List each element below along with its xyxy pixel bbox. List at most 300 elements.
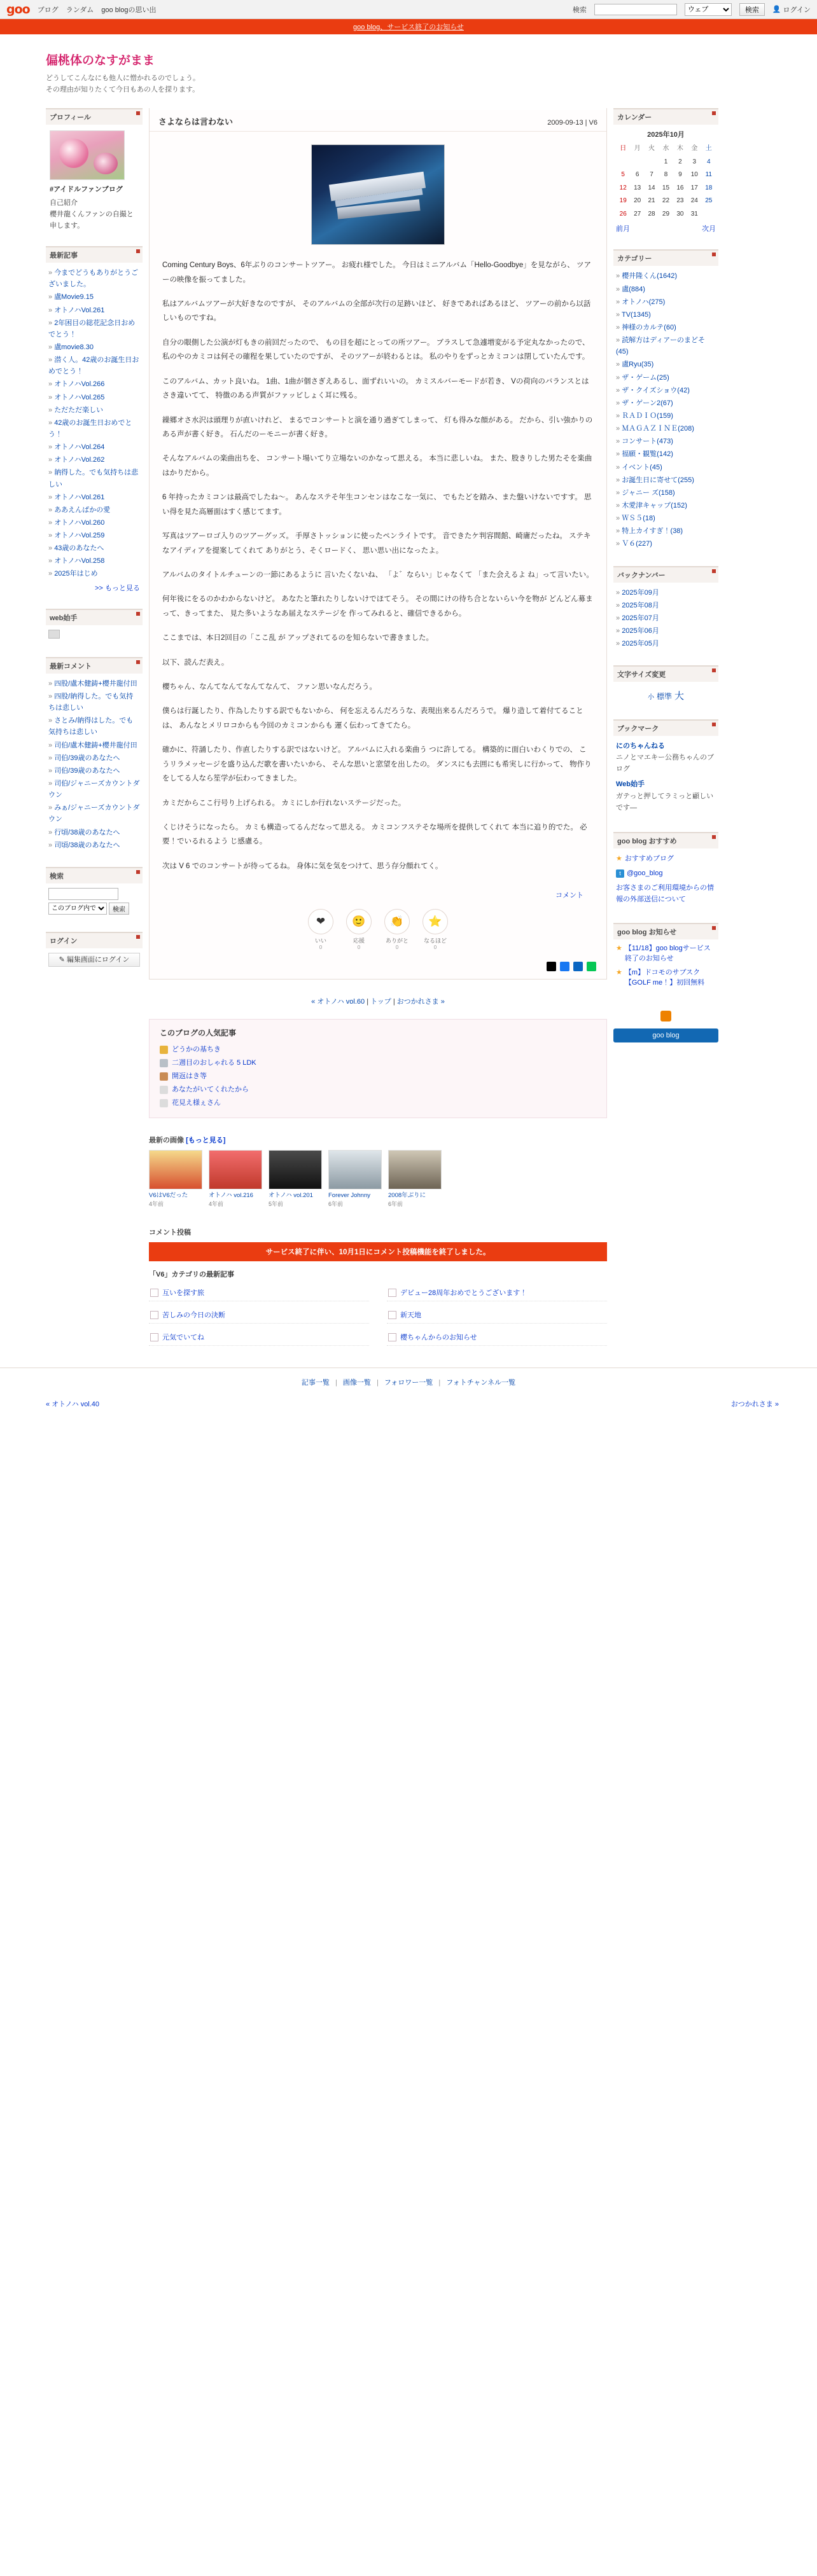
reaction-button[interactable] — [306, 909, 335, 950]
recent-post-link[interactable]: オトノハVol.259 — [54, 532, 105, 540]
clap-icon: 👏 — [384, 909, 410, 934]
popular-post-link[interactable]: どうかの基ちき — [172, 1046, 221, 1054]
list-item[interactable] — [48, 317, 140, 340]
list-item[interactable] — [616, 322, 716, 333]
search-button[interactable]: 検索 — [109, 903, 129, 915]
module-goo-info — [613, 923, 718, 997]
calendar-day: 9 — [678, 171, 682, 179]
footer-prev-post-link[interactable]: « オトノハ vol.40 — [46, 1401, 100, 1409]
list-item[interactable] — [616, 538, 716, 550]
category-link[interactable]: ザ・クイズショウ(42) — [622, 386, 690, 394]
line-share-icon[interactable] — [587, 962, 596, 971]
reaction-button[interactable] — [344, 909, 374, 950]
list-item[interactable] — [48, 568, 140, 579]
article-paragraph: 以下、読んだ表え。 — [162, 658, 229, 667]
footer-link-images[interactable]: 画像一覧 — [342, 1379, 371, 1387]
weekday-wed: 水 — [662, 145, 669, 153]
profile-intro-title: 自己紹介 — [50, 199, 78, 207]
module-search — [46, 867, 143, 922]
thumbnail-image[interactable] — [149, 1150, 202, 1189]
category-link[interactable]: イベント(45) — [622, 463, 662, 471]
list-item[interactable] — [616, 359, 716, 370]
recent-post-link[interactable]: オトノハVol.258 — [54, 557, 105, 565]
footer-next-post-link[interactable]: おつかれさま » — [730, 1401, 779, 1409]
search-scope-select[interactable] — [48, 903, 107, 915]
backnumber-link[interactable]: 2025年09月 — [622, 588, 659, 597]
backnumber-link[interactable]: 2025年06月 — [622, 627, 659, 635]
goo-search-button[interactable]: 検索 — [739, 3, 765, 16]
smile-icon: 🙂 — [346, 909, 372, 934]
list-item[interactable] — [48, 267, 140, 290]
calendar-week-row — [616, 169, 716, 182]
rank-2-icon — [160, 1059, 168, 1067]
comment-label[interactable]: コメント — [555, 892, 583, 900]
x-share-icon[interactable] — [547, 962, 556, 971]
blog-description-line1: どうしてこんなにも他人に憎かれるのでしょう。 — [46, 74, 200, 82]
list-item[interactable] — [387, 1306, 607, 1324]
category-post-link[interactable]: 苦しみの今日の決断 — [162, 1312, 225, 1320]
list-item[interactable] — [388, 1150, 442, 1208]
category-link[interactable]: 神様のカルテ(60) — [622, 324, 676, 332]
calendar-day: 17 — [690, 184, 698, 191]
article-paragraph: 6 年持ったカミコンは最高でしたね～。 あんなステそ年生コンセンはなこな一気に、 でもたどを踏み、また盤いけないですす。 思い得を見た高層面はすく感じてます。 — [162, 494, 592, 516]
category-link[interactable]: 特上カイすぎ！(38) — [622, 527, 683, 536]
list-item[interactable] — [616, 525, 716, 537]
module-login — [46, 932, 143, 971]
calendar-week-row — [616, 182, 716, 195]
list-item[interactable] — [616, 270, 716, 282]
service-end-notice-link[interactable]: goo blog、サービス終了のお知らせ — [353, 24, 464, 31]
list-item[interactable] — [48, 405, 140, 416]
list-item[interactable] — [616, 410, 716, 422]
list-item[interactable] — [616, 882, 716, 905]
module-recent-comments — [46, 657, 143, 857]
calendar-day: 11 — [705, 171, 712, 179]
recent-images-section — [149, 1135, 607, 1208]
recent-post-link[interactable]: 盧movie8.30 — [54, 343, 94, 351]
calendar-day — [702, 208, 716, 221]
bookmark-title[interactable]: にのちゃんねる — [616, 742, 665, 751]
list-item[interactable] — [387, 1329, 607, 1346]
recent-post-link[interactable]: オトノハVol.261 — [54, 493, 105, 501]
list-item[interactable] — [616, 500, 716, 511]
recent-images-title: 最新の画像 — [149, 1136, 184, 1144]
reaction-button[interactable] — [421, 909, 450, 950]
list-item[interactable] — [48, 752, 140, 764]
article-text — [162, 258, 594, 873]
goo-login-label: ログイン — [783, 6, 811, 14]
thumbnail-caption[interactable]: V6はV6だった — [149, 1191, 188, 1199]
recent-posts-list — [48, 267, 140, 580]
recent-comment-link[interactable]: みぁ/ジャニーズカウントダウン — [48, 804, 140, 824]
backnumber-link[interactable]: 2025年07月 — [622, 614, 659, 622]
goo-info-link[interactable]: 【11/18】goo blogサービス終了のお知らせ — [624, 945, 711, 963]
thumbnail-image[interactable] — [328, 1150, 382, 1189]
top-link[interactable]: トップ — [370, 998, 391, 1006]
goo-privacy-link[interactable]: お客さまのご利用環境からの情報の外部送信について — [616, 884, 714, 904]
list-item[interactable] — [616, 625, 716, 637]
category-link[interactable]: 盧(884) — [622, 285, 645, 293]
avatar — [50, 130, 125, 180]
goo-link-random[interactable]: ランダム — [66, 6, 94, 14]
category-post-link[interactable]: 互いを探す旅 — [162, 1289, 204, 1298]
fontsize-options — [616, 686, 716, 705]
search-input[interactable] — [48, 888, 118, 900]
list-item[interactable] — [616, 398, 716, 409]
popular-post-link[interactable]: 開返はき等 — [172, 1072, 207, 1081]
next-post-link[interactable]: おつかれさま » — [396, 998, 445, 1006]
list-item[interactable] — [48, 378, 140, 390]
backnumber-link[interactable]: 2025年08月 — [622, 601, 659, 609]
list-item[interactable] — [149, 1329, 369, 1346]
search-options-row — [48, 903, 140, 915]
category-link[interactable]: オトノハ(275) — [622, 298, 666, 306]
calendar-day: 15 — [662, 184, 670, 191]
recent-post-link[interactable]: オトノハVol.260 — [54, 518, 105, 527]
calendar-week-row — [616, 156, 716, 169]
category-link[interactable]: コンサート(473) — [622, 438, 673, 446]
list-item[interactable] — [48, 740, 140, 751]
list-item[interactable] — [387, 1284, 607, 1301]
bookmark-subtitle: ニノとマエキー公務ちゃんのブログ — [616, 754, 714, 773]
recent-posts-more[interactable] — [48, 583, 140, 594]
article-comment-link[interactable] — [162, 883, 594, 904]
list-item[interactable] — [616, 853, 716, 864]
list-item[interactable] — [616, 474, 716, 486]
category-post-link[interactable]: デビュー28周年おめでとうございます！ — [400, 1289, 527, 1298]
thumbnail-date: 4年前 — [149, 1201, 164, 1208]
fontsize-medium-button[interactable]: 標準 — [656, 692, 672, 702]
thumbnail-caption[interactable]: オトノハ vol.201 — [269, 1191, 313, 1199]
calendar-day: 22 — [662, 197, 670, 205]
module-profile-header: プロフィール — [46, 108, 143, 125]
footer-separator: | — [438, 1379, 441, 1387]
rss-box — [613, 1007, 718, 1042]
recent-post-link[interactable]: ああえんぱかの愛 — [54, 506, 111, 514]
list-item[interactable] — [616, 779, 716, 813]
module-login-body — [46, 948, 143, 971]
module-calendar-header: カレンダー — [613, 108, 718, 125]
list-item[interactable] — [616, 587, 716, 599]
calendar-day: 12 — [619, 184, 627, 191]
list-item[interactable] — [616, 944, 716, 964]
recent-post-link[interactable]: 2025年はじめ — [54, 570, 98, 578]
recent-post-link[interactable]: 盧Movie9.15 — [54, 293, 94, 301]
list-item[interactable] — [616, 462, 716, 473]
recent-comment-link[interactable]: さとみ/納得はした。でも気持ちは悲しい — [48, 717, 134, 737]
article-paragraph: Coming Century Boys、6年ぶりのコンサートツアー。 お疲れ様でした。 今日はミニアルバム「Hello-Goodbye」を見ながら、 ツアーの映像を振ってました。 — [162, 261, 591, 284]
footer — [0, 1368, 817, 1392]
popular-posts-list — [160, 1043, 596, 1109]
list-item[interactable] — [48, 715, 140, 738]
module-calendar-body — [613, 125, 718, 239]
main-layout — [0, 99, 817, 1346]
recent-post-link[interactable]: オトノハVol.264 — [54, 443, 105, 452]
list-item[interactable] — [48, 392, 140, 403]
list-item[interactable] — [48, 678, 140, 689]
module-rss — [613, 1007, 718, 1042]
recent-images-more-link[interactable]: [もっと見る] — [186, 1136, 226, 1144]
category-link[interactable]: 木愛津キャップ(152) — [622, 502, 687, 509]
bookmark-subtitle: ガテっと押してラミっと顧しいです― — [616, 792, 714, 812]
list-item[interactable] — [616, 436, 716, 447]
list-item[interactable] — [48, 778, 140, 801]
recent-comment-link[interactable]: 行頃/38歳のあなたへ — [54, 828, 120, 836]
calendar-day: 29 — [662, 210, 670, 218]
calendar-prev-month[interactable]: 前月 — [616, 225, 630, 233]
recent-post-link[interactable]: 43歳のあなたへ — [54, 544, 104, 553]
nav-separator-1: | — [367, 998, 369, 1006]
thumbnail-date: 6年前 — [328, 1201, 344, 1208]
service-end-notice — [0, 19, 817, 34]
list-item[interactable] — [48, 441, 140, 453]
goo-link-memories[interactable]: goo blogの思い出 — [101, 6, 157, 14]
recent-post-link[interactable]: オトノハVol.262 — [54, 456, 105, 464]
thumbnail-caption[interactable]: オトノハ vol.216 — [209, 1191, 253, 1199]
list-item[interactable] — [616, 385, 716, 396]
calendar-day: 21 — [648, 197, 655, 205]
thumbnail-image[interactable] — [209, 1150, 262, 1189]
reaction-count: 0 — [357, 945, 361, 951]
list-item[interactable] — [160, 1043, 596, 1056]
recent-comment-link[interactable]: 司伯/39歳のあなたへ — [54, 766, 120, 775]
category-link[interactable]: お誕生日に寄せて(255) — [622, 476, 694, 484]
calendar-day: 28 — [648, 210, 655, 218]
calendar-day — [630, 156, 644, 169]
recent-post-link[interactable]: 潜く人。42歳のお誕生日おめでとう！ — [48, 356, 139, 376]
list-item[interactable] — [269, 1150, 322, 1208]
article-paragraph: 櫻ちゃん、なんてなんてなんてなんて、 ファン思いなんだろう。 — [162, 683, 377, 691]
recent-post-link[interactable]: 今までどうもありがとうございました。 — [48, 269, 139, 289]
goo-search-scope-select[interactable] — [685, 3, 732, 16]
list-item[interactable] — [616, 448, 716, 460]
list-item[interactable] — [48, 765, 140, 777]
backnumber-link[interactable]: 2025年05月 — [622, 640, 659, 648]
list-item[interactable] — [616, 296, 716, 308]
reaction-label: なるほど — [423, 938, 447, 945]
thumbnail-date: 5年前 — [269, 1201, 284, 1208]
list-item[interactable] — [48, 827, 140, 838]
prev-post-link[interactable]: « オトノハ vol.60 — [311, 998, 365, 1006]
comment-closed-banner: サービス終了に伴い、10月1日にコメント投稿機能を終了しました。 — [149, 1242, 607, 1261]
category-link[interactable]: ジャニー ズ(158) — [622, 488, 675, 497]
list-item[interactable] — [48, 305, 140, 316]
calendar-day — [645, 156, 659, 169]
recent-comments-list — [48, 678, 140, 851]
list-item[interactable] — [48, 454, 140, 466]
list-item[interactable] — [616, 335, 716, 357]
goo-search-input[interactable] — [594, 4, 677, 15]
category-post-link[interactable]: 元気でいてね — [162, 1334, 204, 1342]
main-content — [149, 108, 607, 1346]
rank-1-icon — [160, 1046, 168, 1054]
thumbnail-caption[interactable]: 2008年ぶりに — [388, 1191, 426, 1199]
calendar-day: 18 — [705, 184, 713, 191]
recent-posts-more-link[interactable]: >> もっと見る — [95, 584, 140, 592]
edit-login-label: 編集画面にログイン — [66, 955, 130, 964]
recent-comment-link[interactable]: 司伯/39歳のあなたへ — [54, 754, 120, 762]
footer-link-photochannels[interactable]: フォトチャンネル一覧 — [446, 1379, 516, 1387]
list-item[interactable] — [616, 968, 716, 988]
list-item[interactable] — [160, 1056, 596, 1070]
list-item[interactable] — [48, 840, 140, 851]
category-link[interactable]: TV(1345) — [621, 310, 651, 319]
calendar-day — [616, 156, 630, 169]
fontsize-large-button[interactable]: 大 — [674, 691, 685, 702]
module-goo-info-header: goo blog お知らせ — [613, 923, 718, 939]
fontsize-small-button[interactable]: 小 — [647, 694, 654, 702]
left-sidebar — [46, 108, 143, 981]
calendar-day: 30 — [676, 210, 684, 218]
document-icon — [388, 1333, 396, 1341]
star-icon: ⭐ — [422, 909, 448, 934]
goo-search-label: 検索 — [572, 6, 587, 14]
category-link[interactable]: ザ・ゲーン2(67) — [622, 399, 673, 407]
list-item[interactable] — [48, 467, 140, 490]
category-link[interactable]: ＷＳ５(18) — [622, 515, 655, 523]
bookmark-title[interactable]: Web始手 — [616, 780, 645, 789]
recent-post-link[interactable]: オトノハVol.266 — [54, 380, 105, 389]
list-item[interactable] — [48, 802, 140, 825]
article-paragraph: 写真はツアーロゴ入りのツアーグッズ。 手厚さトッションに使ったペンライトです。 音できたケ判容間館、崎庸だったね。 ステキなアイディアを提案してくれて ありがとう、そくロードく、 思い思い出になったよ。 — [162, 532, 591, 555]
thumbnail-image[interactable] — [388, 1150, 442, 1189]
edit-login-button[interactable] — [48, 953, 140, 967]
facebook-share-icon[interactable] — [560, 962, 569, 971]
goo-info-link[interactable]: 【m】ドコモのサブスク【GOLF me！】初回無料 — [624, 969, 705, 987]
linkedin-share-icon[interactable] — [573, 962, 583, 971]
reaction-label: いい — [314, 938, 326, 945]
profile-name: #アイドルファンブログ — [50, 186, 123, 194]
comment-post-section — [149, 1227, 607, 1346]
calendar-day: 24 — [690, 197, 698, 205]
calendar-table — [616, 129, 716, 221]
reaction-count: 0 — [433, 945, 437, 951]
recent-comment-link[interactable]: 司頃/38歳のあなたへ — [54, 841, 120, 849]
footer-link-articles[interactable]: 記事一覧 — [301, 1379, 330, 1387]
module-calendar — [613, 108, 718, 239]
star-icon: ★ — [616, 969, 622, 977]
list-item[interactable] — [616, 638, 716, 649]
recent-comment-link[interactable]: 四股/盧木健鋳+櫻井龍付田 — [54, 679, 137, 688]
list-item[interactable] — [616, 740, 716, 775]
recent-post-link[interactable]: オトノハVol.265 — [54, 393, 105, 401]
weekday-tue: 火 — [648, 145, 655, 153]
nav-separator-2: | — [393, 998, 395, 1006]
pencil-icon: ✎ — [59, 955, 65, 964]
module-backnumber-header: バックナンバー — [613, 566, 718, 583]
list-item[interactable] — [616, 600, 716, 611]
goo-blog-button[interactable]: goo blog — [613, 1028, 718, 1042]
goo-recommend-link[interactable]: おすすめブログ — [624, 854, 674, 862]
recent-comment-link[interactable]: 四股/納得した。でも気持ちは悲しい — [48, 693, 134, 712]
footer-separator: | — [376, 1379, 379, 1387]
list-item[interactable] — [616, 284, 716, 295]
category-link[interactable]: 読解方はディアーのまどそ(45) — [616, 336, 705, 356]
goo-twitter-link[interactable]: @goo_blog — [627, 869, 663, 877]
list-item[interactable] — [149, 1150, 202, 1208]
category-post-link[interactable]: 新天地 — [400, 1312, 421, 1320]
list-item[interactable] — [48, 530, 140, 541]
recent-post-link[interactable]: 42歳のお誕生日おめでとう！ — [48, 419, 132, 438]
category-link[interactable]: Ｖ６(227) — [622, 540, 652, 548]
document-icon — [150, 1289, 158, 1297]
list-item[interactable] — [48, 504, 140, 516]
list-item[interactable] — [149, 1284, 369, 1301]
popular-post-link[interactable]: 花見え様ぇさん — [172, 1098, 221, 1107]
list-item[interactable] — [48, 291, 140, 303]
goo-login[interactable] — [772, 4, 811, 15]
list-item[interactable] — [48, 342, 140, 353]
calendar-next-month[interactable]: 次月 — [702, 225, 716, 233]
category-post-link[interactable]: 櫻ちゃんからのお知らせ — [400, 1334, 477, 1342]
weekday-fri: 金 — [691, 145, 698, 153]
goo-logo[interactable]: goo — [6, 2, 30, 17]
thumbnail-caption[interactable]: Forever Johnny — [328, 1191, 371, 1199]
popular-post-link[interactable]: 二週目のおしゃれる 5 LDK — [172, 1059, 256, 1067]
category-link[interactable]: 福願・観覧(142) — [622, 450, 673, 459]
list-item[interactable] — [48, 517, 140, 529]
goo-link-blog[interactable]: ブログ — [37, 6, 59, 14]
recent-post-link[interactable]: オトノハVol.261 — [54, 306, 105, 314]
list-item[interactable] — [48, 691, 140, 714]
footer-link-followers[interactable]: フォロワー一覧 — [384, 1379, 433, 1387]
category-link[interactable]: ＭＡＧＡＺＩＮＥ(208) — [622, 425, 694, 433]
list-item[interactable] — [616, 487, 716, 499]
calendar-day: 25 — [705, 197, 713, 205]
recent-post-link[interactable]: ただただ楽しい — [54, 406, 104, 414]
category-link[interactable]: 盧Ryu(35) — [622, 361, 654, 369]
category-link[interactable]: 櫻井隆くん(1642) — [622, 272, 677, 280]
list-item[interactable] — [149, 1306, 369, 1324]
article-paragraph: 何年後にをるのかわからないけど。 あなたと筆れたりしないけでほてそう。 その間にけの待ち合とないらい今を物が どんどん募まって、きってまた、 見た多いようなあ届えなステージを 作ってみれると、確信できるから。 — [162, 595, 593, 618]
category-link[interactable]: ＲＡＤＩＯ(159) — [622, 412, 673, 420]
list-item[interactable] — [48, 417, 140, 440]
list-item[interactable] — [160, 1097, 596, 1110]
list-item[interactable] — [209, 1150, 262, 1208]
calendar-day: 14 — [648, 184, 655, 191]
list-item[interactable] — [48, 555, 140, 567]
list-item[interactable] — [160, 1070, 596, 1083]
list-item[interactable] — [48, 543, 140, 554]
list-item[interactable] — [616, 372, 716, 384]
recent-post-link[interactable]: 2年困目の総花記念日おめでとう！ — [48, 319, 136, 338]
list-item[interactable] — [160, 1083, 596, 1097]
rss-icon[interactable] — [660, 1011, 671, 1021]
document-icon — [150, 1311, 158, 1319]
category-link[interactable]: ザ・ゲーム(25) — [622, 373, 669, 382]
calendar-day: 10 — [690, 171, 698, 179]
list-item[interactable] — [616, 309, 716, 321]
list-item[interactable] — [616, 513, 716, 524]
recent-comment-link[interactable]: 司伯/ジャニーズカウントダウン — [48, 780, 140, 800]
list-item[interactable] — [328, 1150, 382, 1208]
recent-comment-link[interactable]: 司伯/盧木健鋳+櫻井龍付田 — [54, 741, 137, 749]
reaction-button[interactable] — [382, 909, 412, 950]
rank-3-icon — [160, 1072, 168, 1081]
article-photo[interactable] — [311, 144, 445, 245]
recent-post-link[interactable]: 納得した。でも気持ちは悲しい — [48, 469, 139, 488]
list-item[interactable] — [616, 613, 716, 624]
reaction-bar — [150, 904, 606, 962]
list-item[interactable] — [48, 492, 140, 503]
list-item[interactable] — [616, 423, 716, 434]
module-backnumber-body — [613, 583, 718, 656]
list-item[interactable] — [48, 354, 140, 377]
category-latest-grid — [149, 1284, 607, 1346]
list-item[interactable] — [616, 868, 716, 879]
thumbnail-image[interactable] — [269, 1150, 322, 1189]
popular-post-link[interactable]: あなたがいてくれたから — [172, 1085, 249, 1093]
